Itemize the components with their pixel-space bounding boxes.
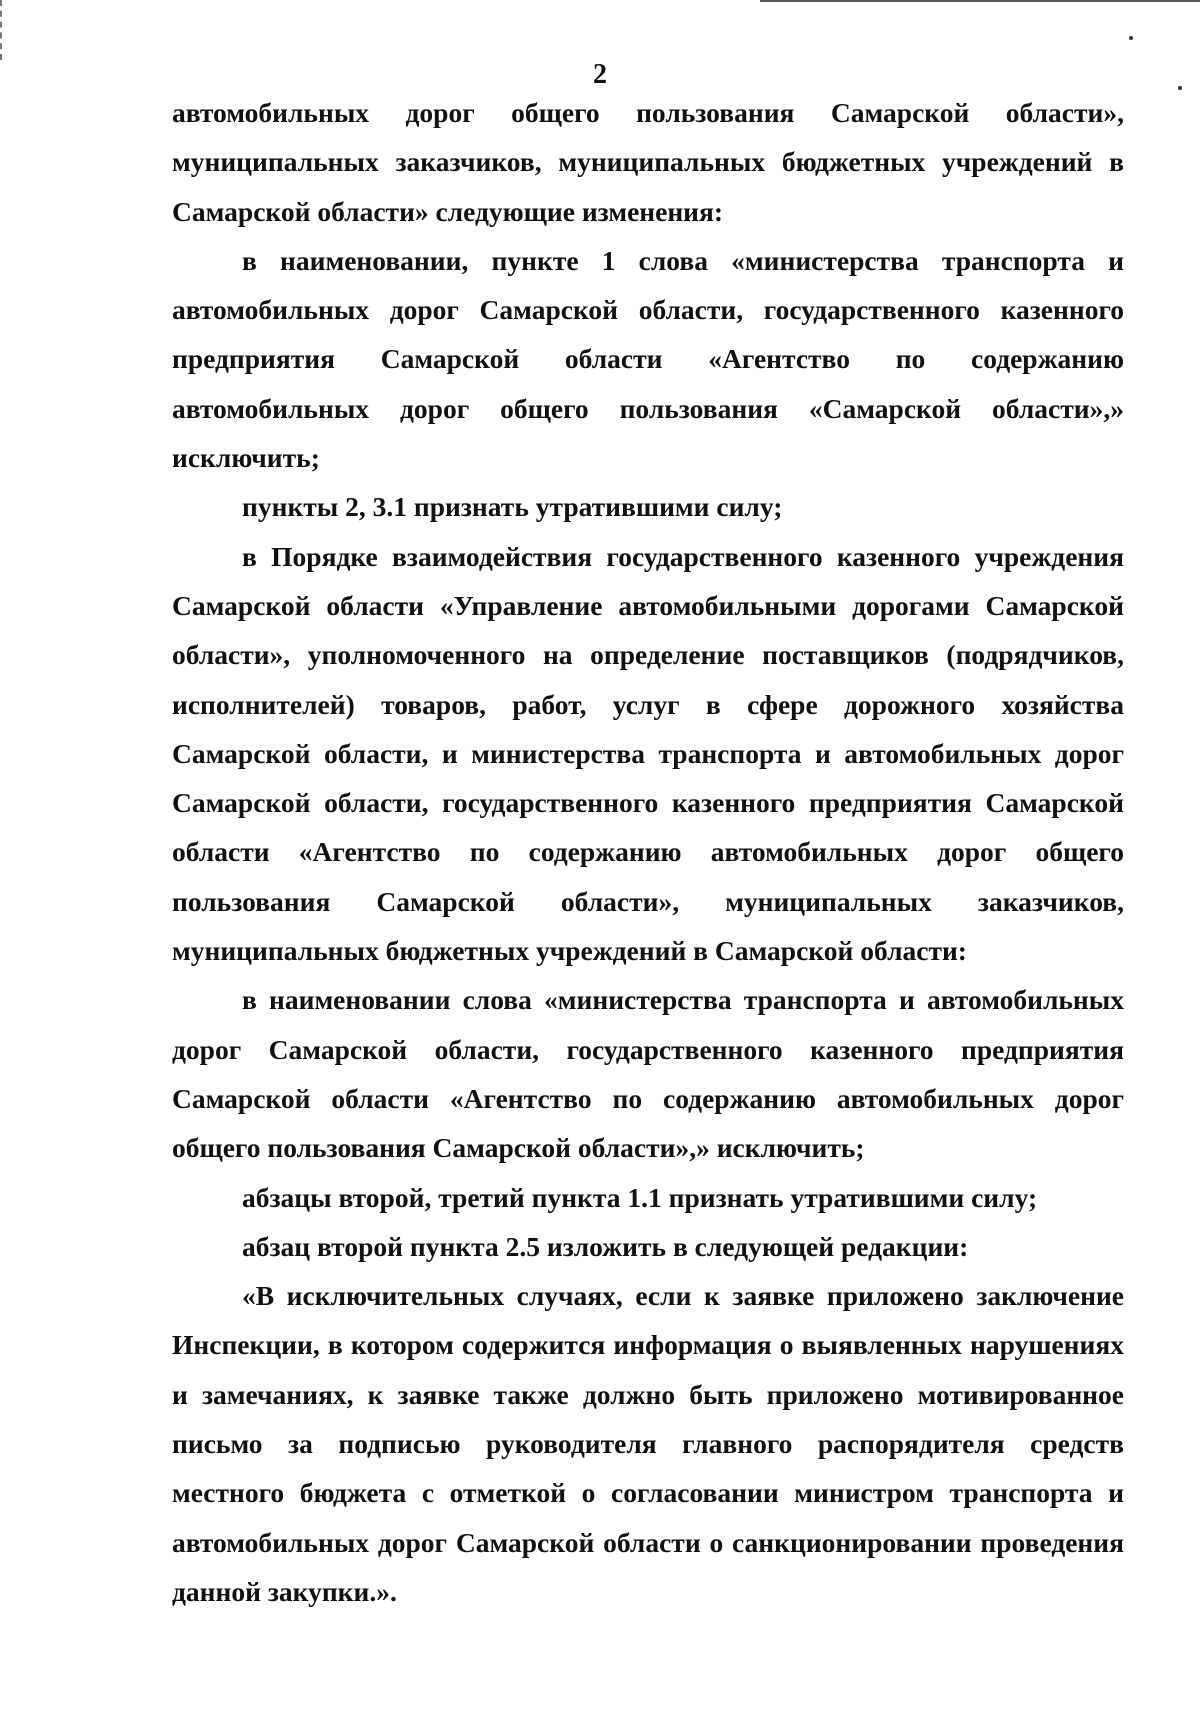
scan-border-top [760, 0, 1200, 2]
paragraph-points-void: пункты 2, 3.1 признать утратившими силу; [242, 491, 783, 523]
page-number: 2 [593, 59, 607, 90]
scan-border-left [0, 0, 4, 60]
paragraph-title-amendment: в наименовании, пункте 1 слова «министерства транспорта и автомобильных дорог Самарской области, государственного казенного предприятия Самарской области «Агентство по содержанию автомобильных дорог общего пользования «Самарской области»,» исключить; [172, 244, 1124, 474]
paragraph-continuation: автомобильных дорог общего пользования Самарской области», муниципальных заказчиков, муниципальных бюджетных учреждений в Самарской области» следующие изменения: [172, 97, 1124, 227]
scan-speck [1129, 36, 1133, 40]
paragraph-procedure-intro: в Порядке взаимодействия государственного казенного учреждения Самарской области «Управление автомобильными дорогами Самарской области», уполномоченного на определение поставщиков (подрядчиков, исполнителей) товаров, работ, услуг в сфере дорожного хозяйства Самарской области, и министерства транспорта и автомобильных дорог Самарской области, государственного казенного предприятия Самарской области «Агентство по содержанию автомобильных дорог общего пользования Самарской области», муниципальных заказчиков, муниципальных бюджетных учреждений в Самарской области: [172, 540, 1124, 967]
paragraph-procedure-title-amendment: в наименовании слова «министерства транспорта и автомобильных дорог Самарской области, государственного казенного предприятия Самарской области «Агентство по содержанию автомобильных дорог общего пользования Самарской области»,» исключить; [172, 984, 1124, 1164]
paragraph-clauses-void: абзацы второй, третий пункта 1.1 признать утратившими силу; [242, 1181, 1038, 1213]
document-body [172, 88, 1124, 1616]
paragraph-new-wording-intro: абзац второй пункта 2.5 изложить в следующей редакции: [242, 1230, 969, 1262]
paragraph-new-wording: «В исключительных случаях, если к заявке приложено заключение Инспекции, в котором содержится информация о выявленных нарушениях и замечаниях, к заявке также должно быть приложено мотивированное письмо за подписью руководителя главного распорядителя средств местного бюджета с отметкой о согласовании министром транспорта и автомобильных дорог Самарской области о санкционировании проведения данной закупки.». [172, 1280, 1124, 1607]
